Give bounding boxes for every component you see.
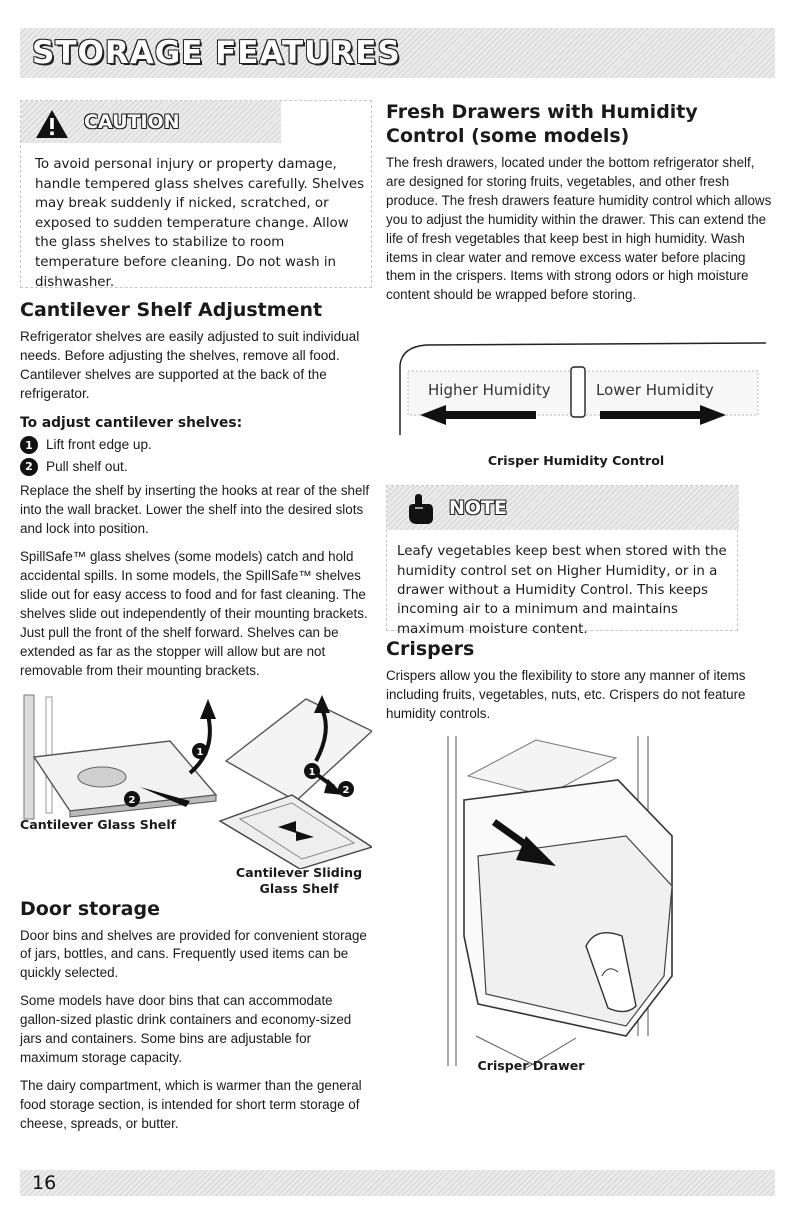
replace-shelf-text: Replace the shelf by inserting the hooks at rear of the shelf into the wall bracket. Lower the shelf into the desired slots and lock into position. — [20, 483, 370, 537]
caution-label: CAUTION — [84, 111, 180, 133]
note-banner — [387, 486, 739, 530]
step-2-text: Pull shelf out. — [46, 458, 128, 474]
shelf-figures — [20, 691, 372, 897]
note-text: Leafy vegetables keep best when stored with the humidity control set on Higher Humidity, or in a drawer without a Humidity Control. This keeps incoming air to a minimum and maintains maximum moisture content. — [397, 544, 727, 637]
crispers-heading: Crispers — [386, 638, 475, 661]
step-1-text: Lift front edge up. — [46, 436, 152, 452]
higher-humidity-label: Higher Humidity — [428, 381, 551, 400]
fresh-heading-line-1: Fresh Drawers with Humidity — [386, 101, 698, 123]
crisper-humidity-caption: Crisper Humidity Control — [487, 453, 665, 469]
crispers-text: Crispers allow you the flexibility to store any manner of items including fruits, vegetables, nuts, etc. Crispers do not feature humidity controls. — [386, 668, 746, 722]
step-1 — [20, 436, 372, 455]
door-storage-para-1: Door bins and shelves are provided for convenient storage of jars, bottles, and cans. Frequently used items can be quickly selected. — [20, 927, 367, 981]
crisper-humidity-figure — [386, 325, 766, 467]
lower-humidity-label: Lower Humidity — [596, 381, 714, 400]
cantilever-intro: Refrigerator shelves are easily adjusted to suit individual needs. Before adjusting the shelves, remove all food. Cantilever shelves are supported at the back of the refrigerator. — [20, 329, 360, 401]
callout-1-right: 1 — [308, 766, 316, 778]
left-column — [20, 100, 372, 1134]
step-1-number: 1 — [20, 436, 38, 454]
door-storage-para-3: The dairy compartment, which is warmer than the general food storage section, is intended for short term storage of cheese, spreads, or butter. — [20, 1077, 362, 1131]
fresh-drawers-heading — [386, 100, 776, 148]
crisper-drawer-caption: Crisper Drawer — [477, 1057, 585, 1073]
callout-1-left: 1 — [196, 746, 204, 758]
page-header-banner — [20, 28, 775, 78]
step-2 — [20, 458, 372, 477]
cantilever-heading: Cantilever Shelf Adjustment — [20, 299, 323, 321]
note-label: NOTE — [449, 497, 507, 520]
step-2-number: 2 — [20, 458, 38, 476]
crisper-drawer-illustration — [386, 736, 676, 1076]
caution-text: To avoid personal injury or property damage, handle tempered glass shelves carefully. Shelves may break suddenly if nicked, scratched, or exposed to sudden temperature change. Allow the glass shelves to stabilize to room temperature before cleaning. Do not wash in dishwasher. — [35, 157, 365, 290]
caution-box — [20, 100, 372, 288]
sliding-caption-line-2: Glass Shelf — [259, 880, 339, 896]
fresh-drawers-text: The fresh drawers, located under the bottom refrigerator shelf, are designed for storing fruits, vegetables, and other fresh produce. The fresh drawers feature humidity control which allows you to adjust the humidity within the drawer. This can extend the life of fresh vegetables that keep best in high humidity. Wash items in clear water and remove excess water before placing them in the crispers. Items with strong odors or high moisture content should be wrapped before storing. — [386, 155, 772, 303]
page-footer-bar — [20, 1170, 775, 1196]
right-column — [386, 100, 776, 1096]
fresh-heading-line-2: Control (some models) — [386, 125, 630, 147]
cantilever-sliding-shelf-caption — [226, 865, 372, 897]
door-storage-para-2: Some models have door bins that can accommodate gallon-sized plastic drink containers and economy-sized jars and containers. Some bins are adjustable for maximum storage capacity. — [20, 993, 352, 1065]
callout-2-left: 2 — [128, 794, 136, 806]
page-title: STORAGE FEATURES — [32, 35, 401, 71]
note-box — [386, 485, 738, 637]
cantilever-glass-shelf-caption: Cantilever Glass Shelf — [20, 816, 177, 832]
caution-banner — [21, 101, 281, 143]
warning-icon — [35, 109, 69, 139]
crisper-drawer-figure — [386, 736, 676, 1096]
sliding-caption-line-1: Cantilever Sliding — [235, 864, 363, 880]
cantilever-sliding-shelf-illustration — [216, 691, 372, 869]
page-number: 16 — [32, 1172, 57, 1194]
callout-2-right: 2 — [342, 784, 350, 796]
pointing-hand-icon — [403, 492, 435, 526]
spillsafe-text: SpillSafe™ glass shelves (some models) catch and hold accidental spills. In some models, the SpillSafe™ shelves slide out for easy access to food and for fast cleaning. The shelves slide out independently of their mounting brackets. Just pull the front of the shelf forward. Shelves can be extended as far as the stopper will allow but are not removable from their mounting brackets. — [20, 549, 368, 678]
door-storage-heading: Door storage — [20, 897, 160, 920]
cantilever-subhead: To adjust cantilever shelves: — [20, 414, 243, 431]
